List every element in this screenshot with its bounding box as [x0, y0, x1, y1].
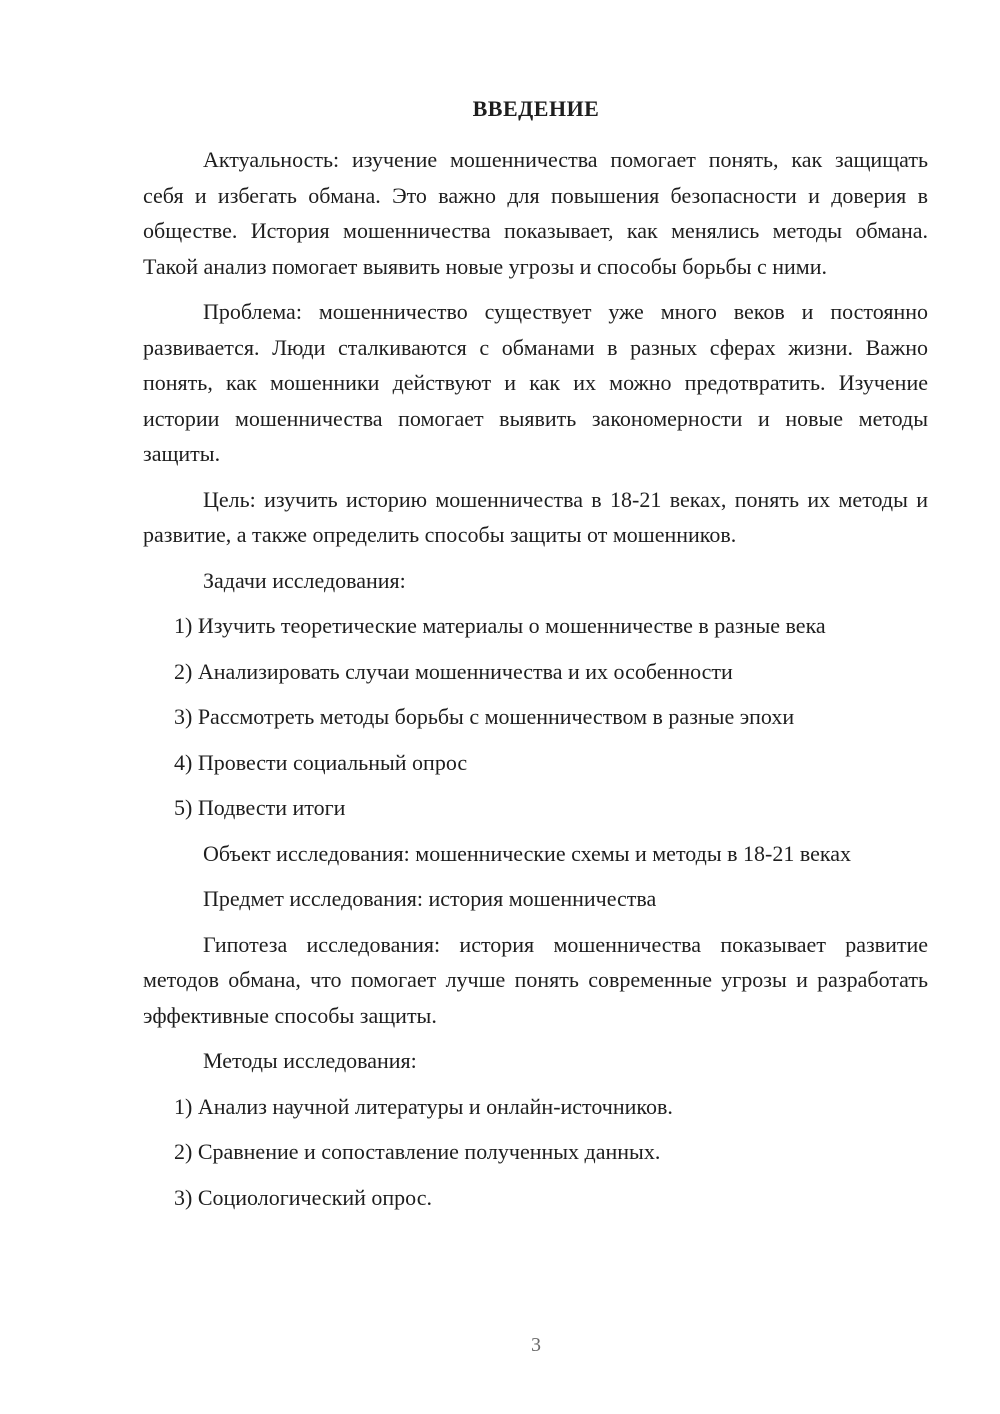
subject-line: Предмет исследования: история мошенничества — [203, 886, 657, 911]
list-item: 5) Подвести итоги — [174, 795, 346, 820]
methods-heading: Методы исследования: — [203, 1048, 417, 1073]
goal-paragraph: Цель: изучить историю мошенничества в 18-21 веках, понять их методы и развитие, а также определить способы защиты от мошенников. — [143, 486, 928, 547]
list-item: 1) Изучить теоретические материалы о мошенничестве в разные века — [174, 613, 826, 638]
relevance-paragraph: Актуальность: изучение мошенничества помогает понять, как защищать себя и избегать обмана. Это важно для повышения безопасности и доверия в обществе. История мошенничества показывает, как менялись методы обмана. Такой анализ помогает выявить новые угрозы и способы борьбы с ними. — [143, 147, 928, 279]
page-number: 3 — [531, 1334, 541, 1356]
list-item: 2) Сравнение и сопоставление полученных данных. — [174, 1139, 661, 1164]
problem-paragraph: Проблема: мошенничество существует уже много веков и постоянно развивается. Люди сталкиваются с обманами в разных сферах жизни. Важно понять, как мошенники действуют и как их можно предотвратить. Изучение истории мошенничества помогает выявить закономерности и новые методы защиты. — [143, 299, 928, 466]
list-item: 3) Рассмотреть методы борьбы с мошенничеством в разные эпохи — [174, 704, 795, 729]
methods-list — [143, 1089, 928, 1216]
tasks-heading: Задачи исследования: — [203, 567, 406, 593]
tasks-list — [143, 608, 928, 826]
list-item: 4) Провести социальный опрос — [174, 749, 468, 775]
document-body — [143, 142, 928, 1215]
list-item: 2) Анализировать случаи мошенничества и их особенности — [174, 658, 733, 684]
page-title: ВВЕДЕНИЕ — [472, 96, 600, 121]
object-line: Объект исследования: мошеннические схемы и методы в 18-21 веках — [203, 840, 851, 866]
hypothesis-paragraph: Гипотеза исследования: история мошенничества показывает развитие методов обмана, что помогает лучше понять современные угрозы и разработать эффективные способы защиты. — [143, 931, 928, 1028]
list-item: 3) Социологический опрос. — [174, 1184, 432, 1210]
list-item: 1) Анализ научной литературы и онлайн-источников. — [174, 1093, 673, 1119]
